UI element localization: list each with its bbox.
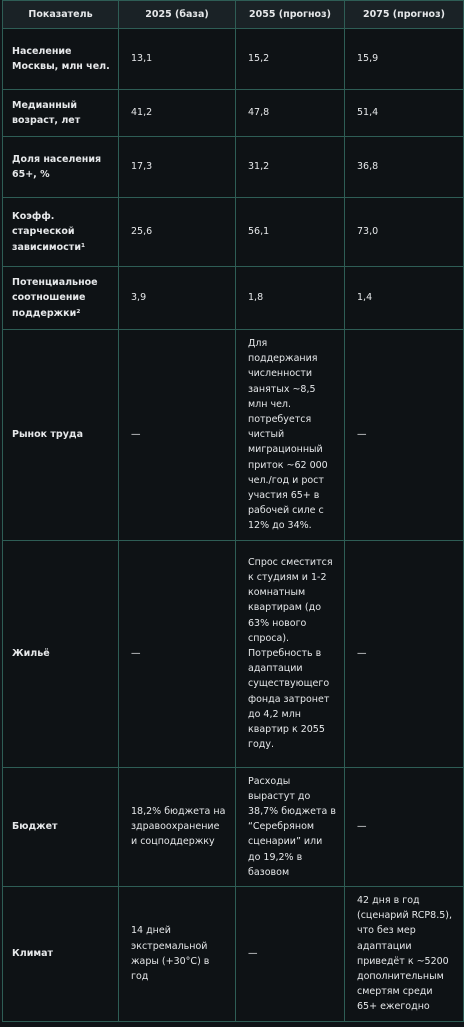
table-row-share-65plus bbox=[3, 137, 464, 198]
cell-2055: 15,2 bbox=[236, 29, 345, 90]
cell-2075: 36,8 bbox=[345, 137, 464, 198]
cell-2055: Расходы вырастут до 38,7% бюджета в “Серебряном сценарии” или до 19,2% в базовом bbox=[236, 767, 345, 886]
row-label: Население Москвы, млн чел. bbox=[3, 29, 119, 90]
cell-2025: 13,1 bbox=[119, 29, 236, 90]
column-header-2075: 2075 (прогноз) bbox=[345, 1, 464, 29]
cell-2075: — bbox=[345, 330, 464, 541]
table-row-labor-market bbox=[3, 330, 464, 541]
cell-2055: 56,1 bbox=[236, 198, 345, 267]
table-row-climate bbox=[3, 887, 464, 1022]
cell-2025: — bbox=[119, 540, 236, 767]
cell-2055: 31,2 bbox=[236, 137, 345, 198]
cell-2025: — bbox=[119, 330, 236, 541]
cell-2025: 3,9 bbox=[119, 267, 236, 330]
cell-2025: 17,3 bbox=[119, 137, 236, 198]
cell-2075: 73,0 bbox=[345, 198, 464, 267]
cell-2055: 1,8 bbox=[236, 267, 345, 330]
cell-2075: 42 дня в год (сценарий RCP8.5), что без мер адаптации приведёт к ~5200 дополнительным смертям среди 65+ ежегодно bbox=[345, 887, 464, 1022]
column-header-indicator: Показатель bbox=[3, 1, 119, 29]
row-label: Медианный возраст, лет bbox=[3, 90, 119, 137]
row-label: Потенциальное соотношение поддержки² bbox=[3, 267, 119, 330]
forecast-table bbox=[2, 0, 464, 1022]
column-header-2055: 2055 (прогноз) bbox=[236, 1, 345, 29]
cell-2055: 47,8 bbox=[236, 90, 345, 137]
cell-2075: 1,4 bbox=[345, 267, 464, 330]
cell-2025: 18,2% бюджета на здравоохранение и соцподдержку bbox=[119, 767, 236, 886]
row-label: Жильё bbox=[3, 540, 119, 767]
cell-2055: — bbox=[236, 887, 345, 1022]
cell-2025: 25,6 bbox=[119, 198, 236, 267]
cell-2025: 41,2 bbox=[119, 90, 236, 137]
row-label: Коэфф. старческой зависимости¹ bbox=[3, 198, 119, 267]
cell-2025: 14 дней экстремальной жары (+30°C) в год bbox=[119, 887, 236, 1022]
row-label: Рынок труда bbox=[3, 330, 119, 541]
table-header-row bbox=[3, 1, 464, 29]
column-header-2025: 2025 (база) bbox=[119, 1, 236, 29]
cell-2075: — bbox=[345, 767, 464, 886]
cell-2075: 51,4 bbox=[345, 90, 464, 137]
table-row-median-age bbox=[3, 90, 464, 137]
table-row-budget bbox=[3, 767, 464, 886]
table-row-support-ratio bbox=[3, 267, 464, 330]
table-row-dependency-ratio bbox=[3, 198, 464, 267]
cell-2055: Спрос сместится к студиям и 1-2 комнатным квартирам (до 63% нового спроса). Потребность в адаптации существующего фонда затронет до 4,2 млн квартир к 2055 году. bbox=[236, 540, 345, 767]
table-row-population bbox=[3, 29, 464, 90]
row-label: Доля населения 65+, % bbox=[3, 137, 119, 198]
row-label: Климат bbox=[3, 887, 119, 1022]
cell-2075: — bbox=[345, 540, 464, 767]
table-row-housing bbox=[3, 540, 464, 767]
cell-2055: Для поддержания численности занятых ~8,5 млн чел. потребуется чистый миграционный приток ~62 000 чел./год и рост участия 65+ в рабочей силе с 12% до 34%. bbox=[236, 330, 345, 541]
cell-2075: 15,9 bbox=[345, 29, 464, 90]
row-label: Бюджет bbox=[3, 767, 119, 886]
